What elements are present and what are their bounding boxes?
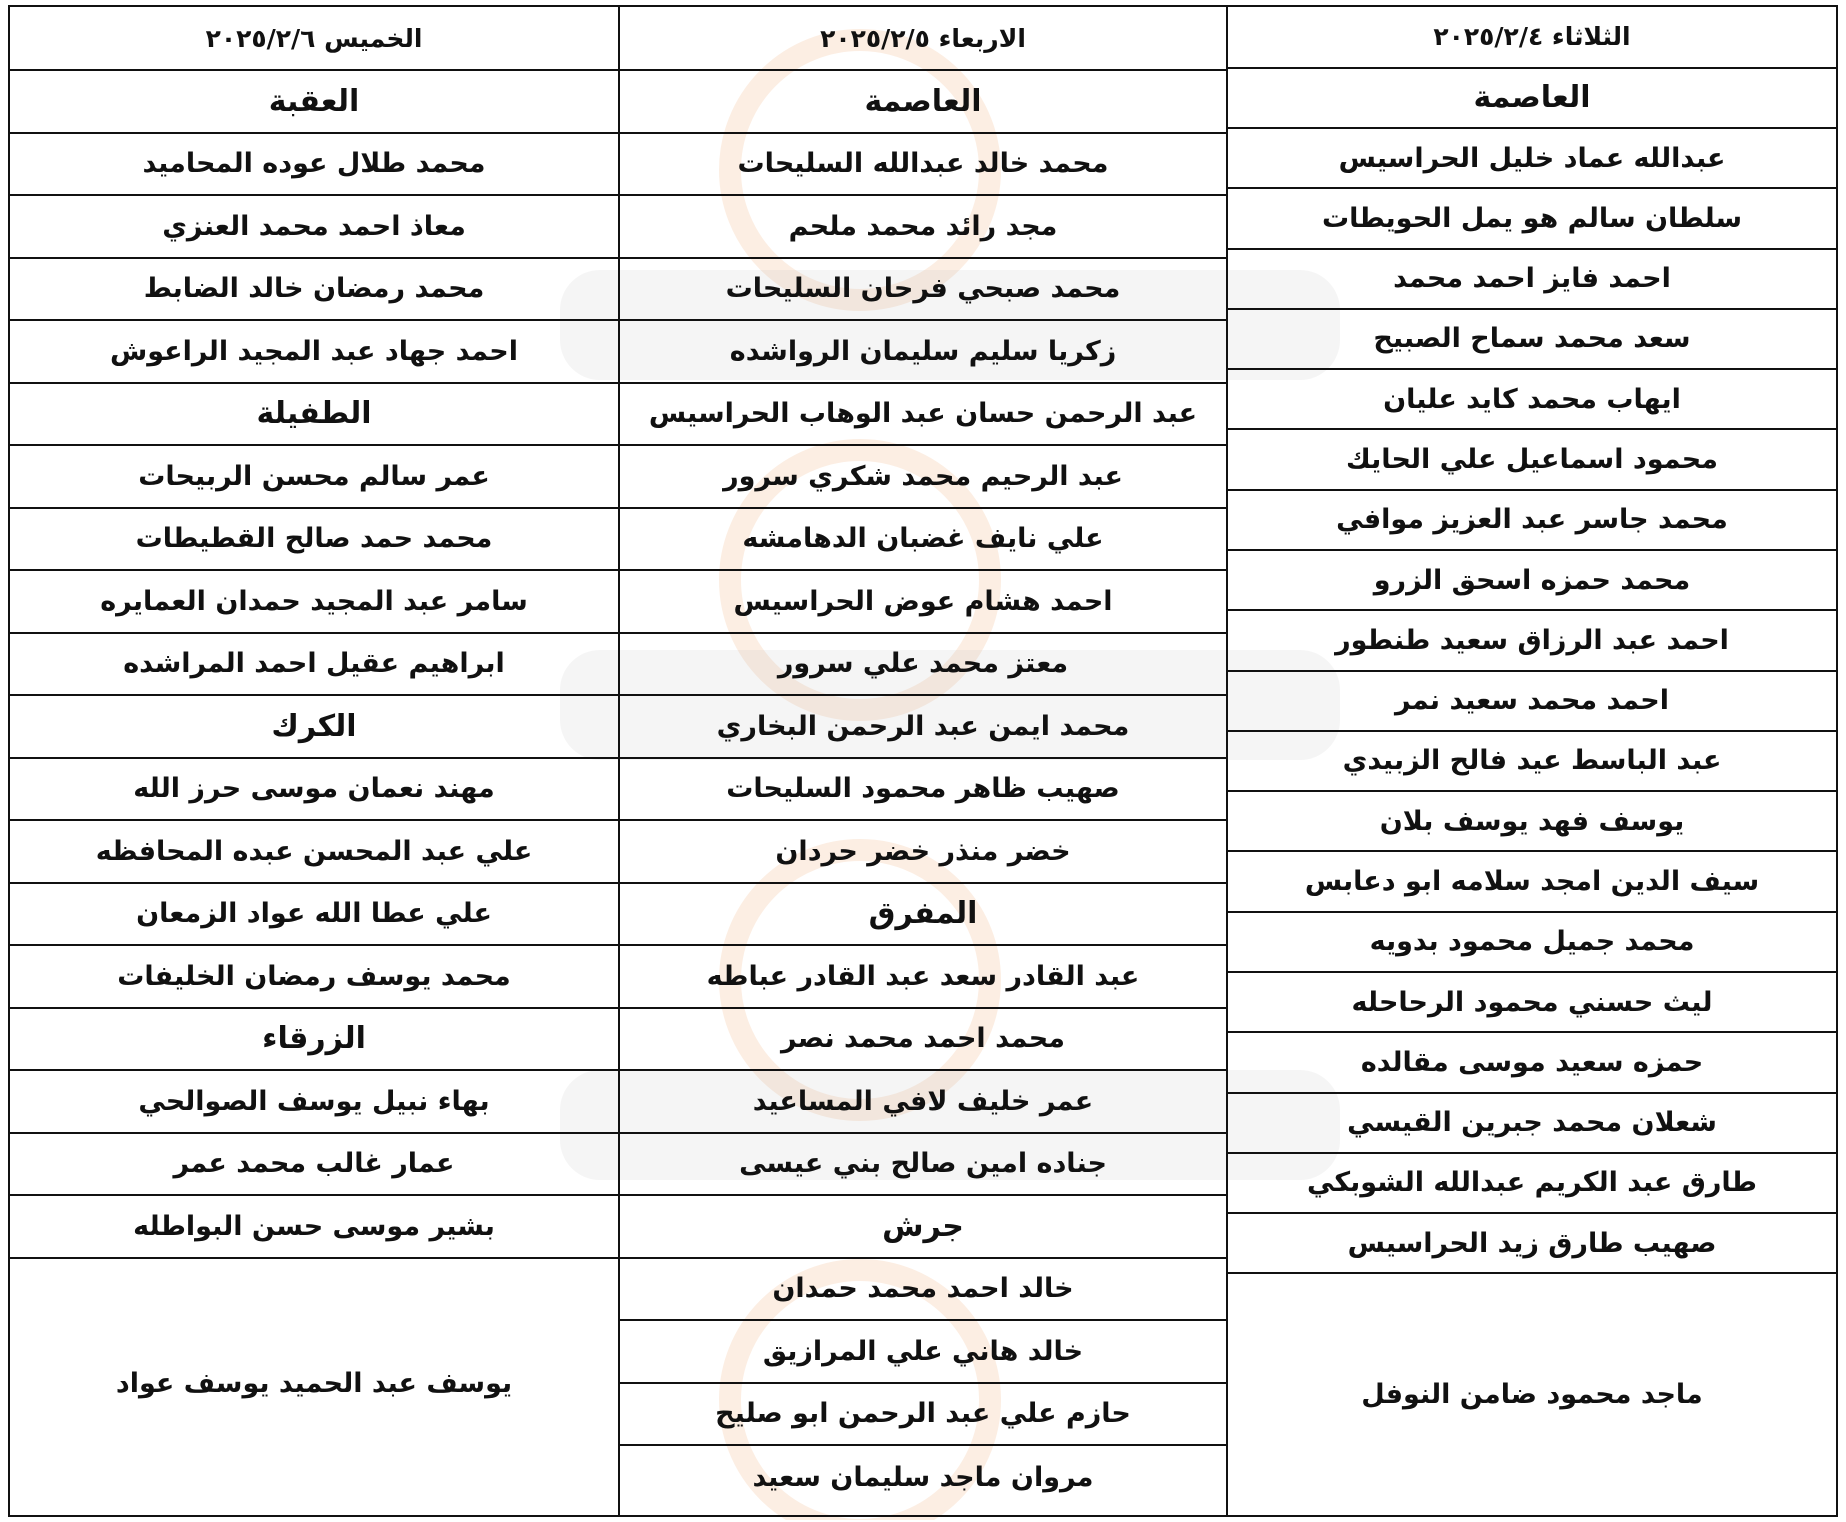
region-heading: الكرك: [10, 696, 618, 759]
name-cell: ابراهيم عقيل احمد المراشده: [10, 634, 618, 697]
name-cell: صهيب ظاهر محمود السليحات: [620, 759, 1226, 822]
name-cell: خالد هاني علي المرازيق: [620, 1321, 1226, 1384]
name-cell: معتز محمد علي سرور: [620, 634, 1226, 697]
name-cell: محمد رمضان خالد الضابط: [10, 259, 618, 322]
name-cell: علي عطا الله عواد الزمعان: [10, 884, 618, 947]
column-thursday: [10, 7, 620, 1515]
name-cell: محمد جميل محمود بدويه: [1228, 913, 1836, 973]
name-cell: احمد عبد الرزاق سعيد طنطور: [1228, 611, 1836, 671]
name-cell: احمد محمد سعيد نمر: [1228, 672, 1836, 732]
name-cell: يوسف عبد الحميد يوسف عواد: [115, 1368, 513, 1399]
name-cell: عمر خليف لافي المساعيد: [620, 1071, 1226, 1134]
name-cell: ماجد محمود ضامن النوفل: [1361, 1379, 1703, 1411]
region-heading: العاصمة: [620, 71, 1226, 134]
name-cell: عبد الباسط عيد فالح الزبيدي: [1228, 732, 1836, 792]
region-heading: العقبة: [10, 71, 618, 134]
name-cell: ليث حسني محمود الرحاحله: [1228, 973, 1836, 1033]
date-header: الخميس ٢٠٢٥/٢/٦: [10, 7, 618, 71]
name-cell: محمد صبحي فرحان السليحات: [620, 259, 1226, 322]
name-cell: بهاء نبيل يوسف الصوالحي: [10, 1071, 618, 1134]
name-cell: سيف الدين امجد سلامه ابو دعابس: [1228, 852, 1836, 912]
schedule-table: [8, 5, 1838, 1517]
name-cell: معاذ احمد محمد العنزي: [10, 196, 618, 259]
column-wednesday: [620, 7, 1228, 1515]
region-heading: الطفيلة: [10, 384, 618, 447]
name-cell: مهند نعمان موسى حرز الله: [10, 759, 618, 822]
name-cell: عبد الرحيم محمد شكري سرور: [620, 446, 1226, 509]
name-cell: سلطان سالم هو يمل الحويطات: [1228, 189, 1836, 249]
name-cell: عبدالله عماد خليل الحراسيس: [1228, 129, 1836, 189]
region-heading: جرش: [620, 1196, 1226, 1259]
name-cell: صهيب طارق زيد الحراسيس: [1228, 1214, 1836, 1274]
name-cell: محمد جاسر عبد العزيز موافي: [1228, 491, 1836, 551]
name-cell: بشير موسى حسن البواطله: [10, 1196, 618, 1259]
name-cell: عبد القادر سعد عبد القادر عباطه: [620, 946, 1226, 1009]
region-heading: الزرقاء: [10, 1009, 618, 1072]
name-cell: عمار غالب محمد عمر: [10, 1134, 618, 1197]
name-cell: علي عبد المحسن عبده المحافظه: [10, 821, 618, 884]
name-cell: طارق عبد الكريم عبدالله الشوبكي: [1228, 1154, 1836, 1214]
name-cell: سامر عبد المجيد حمدان العمايره: [10, 571, 618, 634]
name-cell: محمد يوسف رمضان الخليفات: [10, 946, 618, 1009]
name-cell: محمد طلال عوده المحاميد: [10, 134, 618, 197]
name-cell: محمد احمد محمد نصر: [620, 1009, 1226, 1072]
name-cell: مجد رائد محمد ملحم: [620, 196, 1226, 259]
name-cell: خالد احمد محمد حمدان: [620, 1259, 1226, 1322]
name-cell: عمر سالم محسن الربيحات: [10, 446, 618, 509]
name-cell: خضر منذر خضر حردان: [620, 821, 1226, 884]
name-cell: محمود اسماعيل علي الحايك: [1228, 430, 1836, 490]
date-header: الاربعاء ٢٠٢٥/٢/٥: [620, 7, 1226, 71]
name-cell: زكريا سليم سليمان الرواشده: [620, 321, 1226, 384]
name-cell: احمد هشام عوض الحراسيس: [620, 571, 1226, 634]
date-header: الثلاثاء ٢٠٢٥/٢/٤: [1228, 7, 1836, 69]
name-cell: شعلان محمد جبرين القيسي: [1228, 1094, 1836, 1154]
name-cell: ايهاب محمد كايد عليان: [1228, 370, 1836, 430]
region-heading: المفرق: [620, 884, 1226, 947]
name-cell: حمزه سعيد موسى مقالده: [1228, 1033, 1836, 1093]
region-heading: العاصمة: [1228, 69, 1836, 129]
name-cell: احمد فايز احمد محمد: [1228, 250, 1836, 310]
name-cell: مروان ماجد سليمان سعيد: [752, 1461, 1094, 1493]
name-cell: حازم علي عبد الرحمن ابو صليح: [620, 1384, 1226, 1447]
name-cell: علي نايف غضبان الدهامشه: [620, 509, 1226, 572]
name-cell: احمد جهاد عبد المجيد الراعوش: [10, 321, 618, 384]
name-cell: محمد حمزه اسحق الزرو: [1228, 551, 1836, 611]
name-cell: محمد حمد صالح القطيطات: [10, 509, 618, 572]
name-cell: سعد محمد سماح الصبيح: [1228, 310, 1836, 370]
name-cell: محمد ايمن عبد الرحمن البخاري: [620, 696, 1226, 759]
column-tuesday: [1228, 7, 1836, 1515]
name-cell: محمد خالد عبدالله السليحات: [620, 134, 1226, 197]
name-cell: عبد الرحمن حسان عبد الوهاب الحراسيس: [620, 384, 1226, 447]
name-cell: يوسف فهد يوسف بلان: [1228, 792, 1836, 852]
name-cell: جناده امين صالح بني عيسى: [620, 1134, 1226, 1197]
